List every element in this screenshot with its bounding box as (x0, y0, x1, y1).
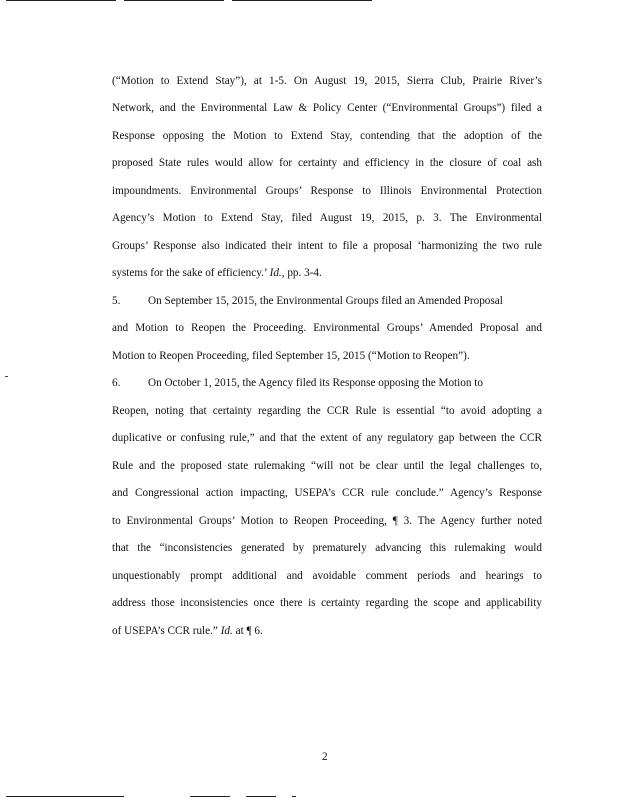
body-line: systems for the sake of efficiency.’ Id., pp. 3-4. (112, 267, 322, 279)
paragraph-6-first-line (112, 376, 542, 390)
page-number: 2 (322, 751, 328, 763)
top-border-rule (124, 0, 224, 1)
top-border-rule (232, 0, 372, 1)
body-line: unquestionably prompt additional and avoidable comment periods and hearings to (112, 570, 542, 582)
body-line: and Congressional action impacting, USEPA’s CCR rule conclude.” Agency’s Response (112, 487, 542, 499)
paragraph-5-first-line (112, 294, 542, 308)
bottom-border-rule (190, 796, 230, 797)
body-line: proposed State rules would allow for certainty and efficiency in the closure of coal ash (112, 157, 542, 169)
body-line: that the “inconsistencies generated by prematurely advancing this rulemaking would (112, 542, 542, 554)
body-line: On September 15, 2015, the Environmental Groups filed an Amended Proposal (148, 295, 503, 307)
body-line: (“Motion to Extend Stay”), at 1-5. On August 19, 2015, Sierra Club, Prairie River’s (112, 75, 542, 87)
body-line: of USEPA’s CCR rule.” Id. at ¶ 6. (112, 625, 263, 637)
body-line: address those inconsistencies once there is certainty regarding the scope and applicability (112, 597, 542, 609)
bottom-border-rule (292, 796, 296, 797)
top-border-rule (6, 0, 116, 1)
body-line: Agency’s Motion to Extend Stay, filed August 19, 2015, p. 3. The Environmental (112, 212, 542, 224)
body-line: duplicative or confusing rule,” and that the extent of any regulatory gap between the CCR (112, 432, 542, 444)
body-line: and Motion to Reopen the Proceeding. Environmental Groups’ Amended Proposal and (112, 322, 542, 334)
paragraph-number: 5. (112, 295, 121, 307)
bottom-border-rule (246, 796, 276, 797)
body-line: Reopen, noting that certainty regarding the CCR Rule is essential “to avoid adopting a (112, 405, 542, 417)
body-line: Rule and the proposed state rulemaking “will not be clear until the legal challenges to, (112, 460, 542, 472)
body-line: Response opposing the Motion to Extend Stay, contending that the adoption of the (112, 130, 542, 142)
body-line: Groups’ Response also indicated their intent to file a proposal ‘harmonizing the two rule (112, 240, 542, 252)
body-line: Motion to Reopen Proceeding, filed September 15, 2015 (“Motion to Reopen”). (112, 350, 470, 362)
paragraph-number: 6. (112, 377, 121, 389)
body-line: Network, and the Environmental Law & Policy Center (“Environmental Groups”) filed a (112, 102, 542, 114)
body-line: to Environmental Groups’ Motion to Reopen Proceeding, ¶ 3. The Agency further noted (112, 515, 542, 527)
margin-mark (5, 376, 8, 377)
body-line: impoundments. Environmental Groups’ Response to Illinois Environmental Protection (112, 185, 542, 197)
bottom-border-rule (6, 796, 124, 797)
body-line: On October 1, 2015, the Agency filed its Response opposing the Motion to (148, 377, 483, 389)
